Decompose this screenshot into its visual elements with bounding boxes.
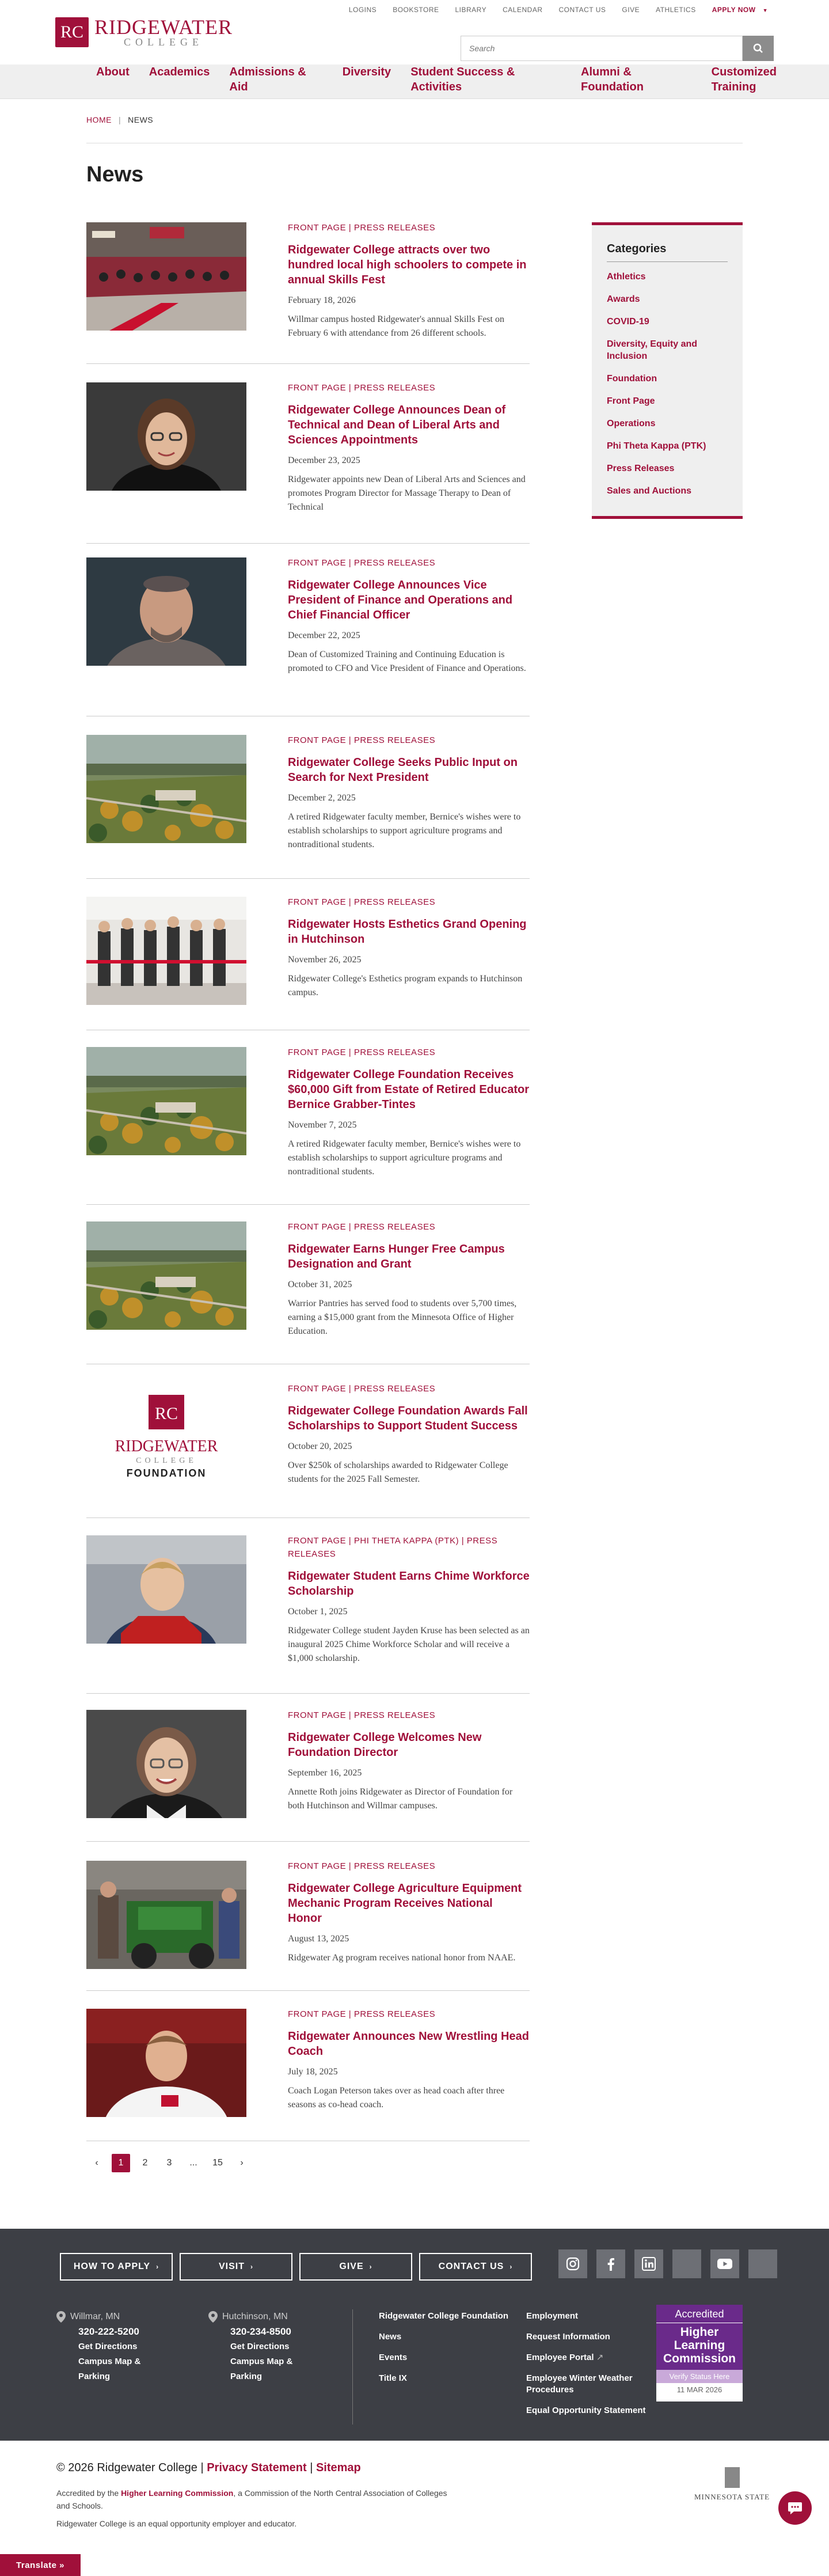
article-title[interactable]: Ridgewater College Announces Dean of Technical and Dean of Liberal Arts and Sciences Appointments bbox=[288, 404, 506, 446]
category-ptk[interactable]: Phi Theta Kappa (PTK) bbox=[607, 441, 706, 451]
article-summary: Dean of Customized Training and Continuing Education is promoted to CFO and Vice President of Finance and Operations. bbox=[288, 650, 526, 673]
news-article bbox=[86, 1218, 530, 1364]
article-date: December 2, 2025 bbox=[288, 793, 356, 803]
chevron-right-icon: › bbox=[509, 2263, 513, 2271]
utility-link-calendar[interactable]: CALENDAR bbox=[503, 6, 543, 14]
nav-customized-training[interactable]: Customized Training bbox=[711, 66, 777, 93]
article-categories[interactable]: FRONT PAGE | PHI THETA KAPPA (PTK) | PRESS RELEASES bbox=[288, 1536, 498, 1559]
hlc-verify: Verify Status Here bbox=[656, 2370, 743, 2383]
external-link-icon: ↗ bbox=[596, 2353, 604, 2362]
search-icon bbox=[753, 43, 763, 54]
logo-sub: COLLEGE bbox=[124, 36, 203, 48]
footer-contact-button[interactable]: CONTACT US › bbox=[419, 2253, 532, 2281]
minnesota-state-logo[interactable]: MINNESOTA STATE bbox=[694, 2467, 770, 2502]
article-summary: Willmar campus hosted Ridgewater's annual Skills Fest on February 6 with attendance from 26 different schools. bbox=[288, 314, 504, 338]
category-covid[interactable]: COVID-19 bbox=[607, 317, 649, 327]
news-article bbox=[86, 730, 530, 879]
news-article bbox=[86, 892, 530, 1030]
category-operations[interactable]: Operations bbox=[607, 419, 656, 428]
article-categories[interactable]: FRONT PAGE | PRESS RELEASES bbox=[288, 1048, 436, 1057]
willmar-parking-link[interactable]: Parking bbox=[78, 2372, 111, 2381]
article-date: October 1, 2025 bbox=[288, 1607, 348, 1617]
utility-link-give[interactable]: GIVE bbox=[622, 6, 640, 14]
categories-sidebar bbox=[592, 222, 743, 519]
article-date: August 13, 2025 bbox=[288, 1934, 349, 1944]
article-thumbnail[interactable] bbox=[86, 222, 246, 331]
pagination-page-15[interactable]: 15 bbox=[212, 2158, 223, 2168]
hutchinson-phone[interactable]: 320-234-8500 bbox=[230, 2326, 291, 2337]
footer-divider bbox=[352, 2309, 353, 2425]
article-categories[interactable]: FRONT PAGE | PRESS RELEASES bbox=[288, 1222, 436, 1232]
willmar-phone[interactable]: 320-222-5200 bbox=[78, 2326, 139, 2337]
news-article bbox=[86, 1378, 530, 1518]
category-athletics[interactable]: Athletics bbox=[607, 272, 646, 282]
breadcrumb-separator: | bbox=[119, 115, 121, 124]
linkedin-icon[interactable] bbox=[634, 2249, 663, 2278]
utility-nav bbox=[341, 6, 768, 14]
news-article bbox=[86, 1042, 530, 1205]
hlc-link[interactable]: Higher Learning Commission bbox=[121, 2488, 234, 2498]
site-footer bbox=[0, 2229, 829, 2441]
willmar-directions-link[interactable]: Get Directions bbox=[78, 2342, 138, 2351]
pagination-page-3[interactable]: 3 bbox=[166, 2158, 172, 2168]
news-article bbox=[86, 554, 530, 716]
article-categories[interactable]: FRONT PAGE | PRESS RELEASES bbox=[288, 735, 436, 745]
page-title: News bbox=[86, 162, 144, 187]
article-summary: A retired Ridgewater faculty member, Bernice's wishes were to establish scholarships to support agriculture programs and nontraditional students. bbox=[288, 812, 521, 849]
nav-student-success[interactable]: Student Success & Activities bbox=[410, 66, 515, 93]
map-pin-icon bbox=[208, 2311, 218, 2323]
article-date: November 7, 2025 bbox=[288, 1120, 357, 1130]
utility-link-athletics[interactable]: ATHLETICS bbox=[656, 6, 696, 14]
article-date: November 26, 2025 bbox=[288, 955, 362, 965]
eoe-text: Ridgewater College is an equal opportunity employer and educator. bbox=[56, 2519, 297, 2528]
hutchinson-campus-info: Hutchinson, MN 320-234-8500 Get Directions Campus Map & Parking bbox=[208, 2309, 292, 2384]
categories-title: Categories bbox=[607, 242, 728, 262]
pagination-next-icon[interactable]: › bbox=[240, 2158, 244, 2168]
article-thumbnail[interactable] bbox=[86, 1710, 246, 1818]
utility-link-bookstore[interactable]: BOOKSTORE bbox=[393, 6, 439, 14]
article-date: December 23, 2025 bbox=[288, 456, 360, 465]
chevron-right-icon: › bbox=[369, 2263, 372, 2271]
article-title[interactable]: Ridgewater Announces New Wrestling Head Coach bbox=[288, 2030, 529, 2058]
news-article bbox=[86, 1855, 530, 1991]
article-date: September 16, 2025 bbox=[288, 1768, 362, 1778]
category-press-releases[interactable]: Press Releases bbox=[607, 464, 675, 473]
category-foundation[interactable]: Foundation bbox=[607, 374, 657, 384]
caret-down-icon: ▼ bbox=[762, 7, 768, 13]
footer-visit-button[interactable]: VISIT › bbox=[180, 2253, 292, 2281]
news-article bbox=[86, 219, 530, 364]
footer-give-button[interactable]: GIVE › bbox=[299, 2253, 412, 2281]
article-summary: Coach Logan Peterson takes over as head coach after three seasons as co-head coach. bbox=[288, 2086, 505, 2110]
search-button[interactable] bbox=[743, 36, 774, 61]
svg-text:RC: RC bbox=[154, 1404, 178, 1423]
nav-about[interactable]: About bbox=[96, 66, 130, 78]
x-icon[interactable] bbox=[672, 2249, 701, 2278]
article-summary: A retired Ridgewater faculty member, Bernice's wishes were to establish scholarships to support agriculture programs and nontraditional students. bbox=[288, 1139, 521, 1177]
hutchinson-directions-link[interactable]: Get Directions bbox=[230, 2342, 290, 2351]
article-date: December 22, 2025 bbox=[288, 631, 360, 640]
svg-text:COLLEGE: COLLEGE bbox=[136, 1456, 197, 1465]
svg-text:FOUNDATION: FOUNDATION bbox=[126, 1467, 207, 1479]
search-bar bbox=[461, 36, 774, 61]
footer-link-employee-portal[interactable]: Employee Portal ↗ bbox=[526, 2353, 604, 2362]
category-dei[interactable]: Diversity, Equity and Inclusion bbox=[607, 339, 698, 361]
article-date: July 18, 2025 bbox=[288, 2067, 338, 2077]
news-article bbox=[86, 2004, 530, 2141]
youtube-icon[interactable] bbox=[710, 2249, 739, 2278]
footer-links-b bbox=[526, 2311, 647, 2426]
translate-button[interactable]: Translate » bbox=[0, 2554, 81, 2576]
breadcrumb bbox=[86, 115, 153, 124]
footer-how-to-apply-button[interactable]: HOW TO APPLY › bbox=[60, 2253, 173, 2281]
article-thumbnail[interactable] bbox=[86, 1535, 246, 1644]
hlc-date: 11 MAR 2026 bbox=[676, 2385, 722, 2394]
article-date: October 20, 2025 bbox=[288, 1441, 352, 1451]
willmar-map-link[interactable]: Campus Map & bbox=[78, 2357, 141, 2366]
article-title[interactable]: Ridgewater College Foundation Receives $60,000 Gift from Estate of Retired Educator Bernice Grabber-Tintes bbox=[288, 1068, 530, 1111]
article-summary: Ridgewater Ag program receives national honor from NAAE. bbox=[288, 1953, 516, 1963]
news-article bbox=[86, 378, 530, 544]
sitemap-link[interactable]: Sitemap bbox=[315, 2461, 361, 2474]
footer-link-events[interactable]: Events bbox=[379, 2353, 408, 2362]
footer-links-a bbox=[379, 2311, 508, 2393]
category-front-page[interactable]: Front Page bbox=[607, 396, 655, 406]
news-article bbox=[86, 1531, 530, 1694]
article-thumbnail[interactable] bbox=[86, 557, 246, 666]
willmar-campus-info: Willmar, MN 320-222-5200 Get Directions Campus Map & Parking bbox=[56, 2309, 140, 2384]
footer-link-request-info[interactable]: Request Information bbox=[526, 2332, 610, 2342]
map-pin-icon bbox=[56, 2311, 66, 2323]
hlc-name: Higher Learning Commission bbox=[656, 2323, 743, 2370]
nav-diversity[interactable]: Diversity bbox=[342, 66, 391, 78]
privacy-link[interactable]: Privacy Statement bbox=[207, 2461, 307, 2474]
hlc-accreditation-badge[interactable] bbox=[656, 2305, 743, 2402]
article-title[interactable]: Ridgewater College Seeks Public Input on Search for Next President bbox=[288, 756, 518, 784]
category-sales-auctions[interactable]: Sales and Auctions bbox=[607, 486, 691, 496]
social-links bbox=[558, 2249, 777, 2278]
article-thumbnail[interactable] bbox=[86, 382, 246, 491]
article-title[interactable]: Ridgewater College Welcomes New Foundation Director bbox=[288, 1731, 482, 1759]
article-summary: Warrior Pantries has served food to students over 5,700 times, earning a $15,000 grant from the Minnesota Office of Higher Education. bbox=[288, 1299, 517, 1336]
pagination bbox=[88, 2154, 251, 2172]
article-categories[interactable]: FRONT PAGE | PRESS RELEASES bbox=[288, 1861, 436, 1871]
article-categories[interactable]: FRONT PAGE | PRESS RELEASES bbox=[288, 2009, 436, 2019]
tiktok-icon[interactable] bbox=[748, 2249, 777, 2278]
search-input[interactable] bbox=[461, 36, 743, 61]
pagination-page-1[interactable]: 1 bbox=[112, 2154, 130, 2172]
nav-academics[interactable]: Academics bbox=[149, 66, 210, 78]
logo-name: RIDGEWATER bbox=[94, 16, 233, 39]
article-summary: Over $250k of scholarships awarded to Ridgewater College students for the 2025 Fall Semester. bbox=[288, 1460, 508, 1484]
footer-link-news[interactable]: News bbox=[379, 2332, 402, 2342]
article-title[interactable]: Ridgewater Earns Hunger Free Campus Designation and Grant bbox=[288, 1243, 505, 1270]
breadcrumb-current: NEWS bbox=[128, 115, 154, 124]
article-summary: Ridgewater College student Jayden Kruse has been selected as an inaugural 2025 Chime Workforce Scholar and will receive a $1,000 scholarship. bbox=[288, 1626, 530, 1663]
footer-bottom bbox=[0, 2441, 829, 2576]
instagram-icon[interactable] bbox=[558, 2249, 587, 2278]
article-title[interactable]: Ridgewater Student Earns Chime Workforce Scholarship bbox=[288, 1570, 530, 1598]
article-thumbnail[interactable] bbox=[86, 1861, 246, 1969]
article-thumbnail[interactable] bbox=[86, 897, 246, 1005]
article-title[interactable]: Ridgewater Hosts Esthetics Grand Opening in Hutchinson bbox=[288, 918, 527, 946]
main-nav bbox=[0, 65, 829, 99]
pagination-prev-icon[interactable]: ‹ bbox=[95, 2158, 98, 2168]
article-title[interactable]: Ridgewater College Announces Vice President of Finance and Operations and Chief Financial Officer bbox=[288, 579, 513, 621]
pagination-page-2[interactable]: 2 bbox=[142, 2158, 148, 2168]
article-categories[interactable]: FRONT PAGE | PRESS RELEASES bbox=[288, 383, 436, 393]
article-categories[interactable]: FRONT PAGE | PRESS RELEASES bbox=[288, 897, 436, 907]
accreditation-text: Accredited by the Higher Learning Commission, a Commission of the North Central Association of Colleges and Schools. bbox=[56, 2488, 447, 2510]
article-title[interactable]: Ridgewater College Foundation Awards Fall Scholarships to Support Student Success bbox=[288, 1405, 528, 1432]
article-summary: Annette Roth joins Ridgewater as Director of Foundation for both Hutchinson and Willmar campuses. bbox=[288, 1787, 513, 1811]
article-summary: Ridgewater appoints new Dean of Liberal Arts and Sciences and promotes Program Director for Massage Therapy to Dean of Technical bbox=[288, 475, 526, 512]
minnesota-state-icon bbox=[725, 2467, 740, 2488]
article-categories[interactable]: FRONT PAGE | PRESS RELEASES bbox=[288, 1710, 436, 1720]
breadcrumb-home[interactable]: HOME bbox=[86, 115, 112, 124]
footer-link-winter-weather[interactable]: Employee Winter Weather Procedures bbox=[526, 2373, 633, 2395]
facebook-icon[interactable] bbox=[596, 2249, 625, 2278]
article-title[interactable]: Ridgewater College attracts over two hundred local high schoolers to compete in annual Skills Fest bbox=[288, 244, 527, 286]
chat-icon bbox=[787, 2501, 803, 2516]
article-date: October 31, 2025 bbox=[288, 1280, 352, 1289]
article-categories[interactable]: FRONT PAGE | PRESS RELEASES bbox=[288, 223, 436, 233]
article-date: February 18, 2026 bbox=[288, 295, 356, 305]
article-categories[interactable]: FRONT PAGE | PRESS RELEASES bbox=[288, 1384, 436, 1394]
hutchinson-map-link[interactable]: Campus Map & bbox=[230, 2357, 293, 2366]
nav-alumni[interactable]: Alumni & Foundation bbox=[581, 66, 644, 93]
article-thumbnail[interactable] bbox=[86, 1047, 246, 1155]
article-thumbnail[interactable] bbox=[86, 735, 246, 843]
utility-link-contact[interactable]: CONTACT US bbox=[558, 6, 606, 14]
utility-link-library[interactable]: LIBRARY bbox=[455, 6, 487, 14]
chat-button[interactable] bbox=[778, 2491, 812, 2525]
category-awards[interactable]: Awards bbox=[607, 294, 640, 304]
hlc-accredited: Accredited bbox=[656, 2305, 743, 2323]
article-categories[interactable]: FRONT PAGE | PRESS RELEASES bbox=[288, 558, 436, 568]
footer-link-foundation[interactable]: Ridgewater College Foundation bbox=[379, 2311, 509, 2321]
article-thumbnail[interactable] bbox=[86, 2009, 246, 2117]
nav-admissions[interactable]: Admissions & Aid bbox=[229, 66, 306, 93]
copyright: © 2026 Ridgewater College | Privacy Statement | Sitemap bbox=[56, 2461, 361, 2474]
chevron-right-icon: › bbox=[250, 2263, 253, 2271]
footer-link-title-ix[interactable]: Title IX bbox=[379, 2373, 407, 2383]
utility-link-logins[interactable]: LOGINS bbox=[348, 6, 377, 14]
article-thumbnail[interactable] bbox=[86, 1383, 246, 1492]
footer-link-eo-statement[interactable]: Equal Opportunity Statement bbox=[526, 2406, 646, 2415]
article-summary: Ridgewater College's Esthetics program expands to Hutchinson campus. bbox=[288, 974, 523, 997]
news-article bbox=[86, 1706, 530, 1842]
college-logo[interactable] bbox=[55, 17, 233, 47]
article-title[interactable]: Ridgewater College Agriculture Equipment Mechanic Program Receives National Honor bbox=[288, 1882, 522, 1925]
apply-now-button[interactable]: APPLY NOW ▼ bbox=[712, 6, 768, 14]
pagination-ellipsis: ... bbox=[189, 2158, 197, 2168]
logo-mark: RC bbox=[55, 17, 89, 47]
chevron-right-icon: › bbox=[156, 2263, 159, 2271]
hutchinson-parking-link[interactable]: Parking bbox=[230, 2372, 263, 2381]
footer-link-employment[interactable]: Employment bbox=[526, 2311, 579, 2321]
site-header bbox=[0, 0, 829, 65]
svg-text:RIDGEWATER: RIDGEWATER bbox=[115, 1437, 218, 1455]
article-thumbnail[interactable] bbox=[86, 1221, 246, 1330]
